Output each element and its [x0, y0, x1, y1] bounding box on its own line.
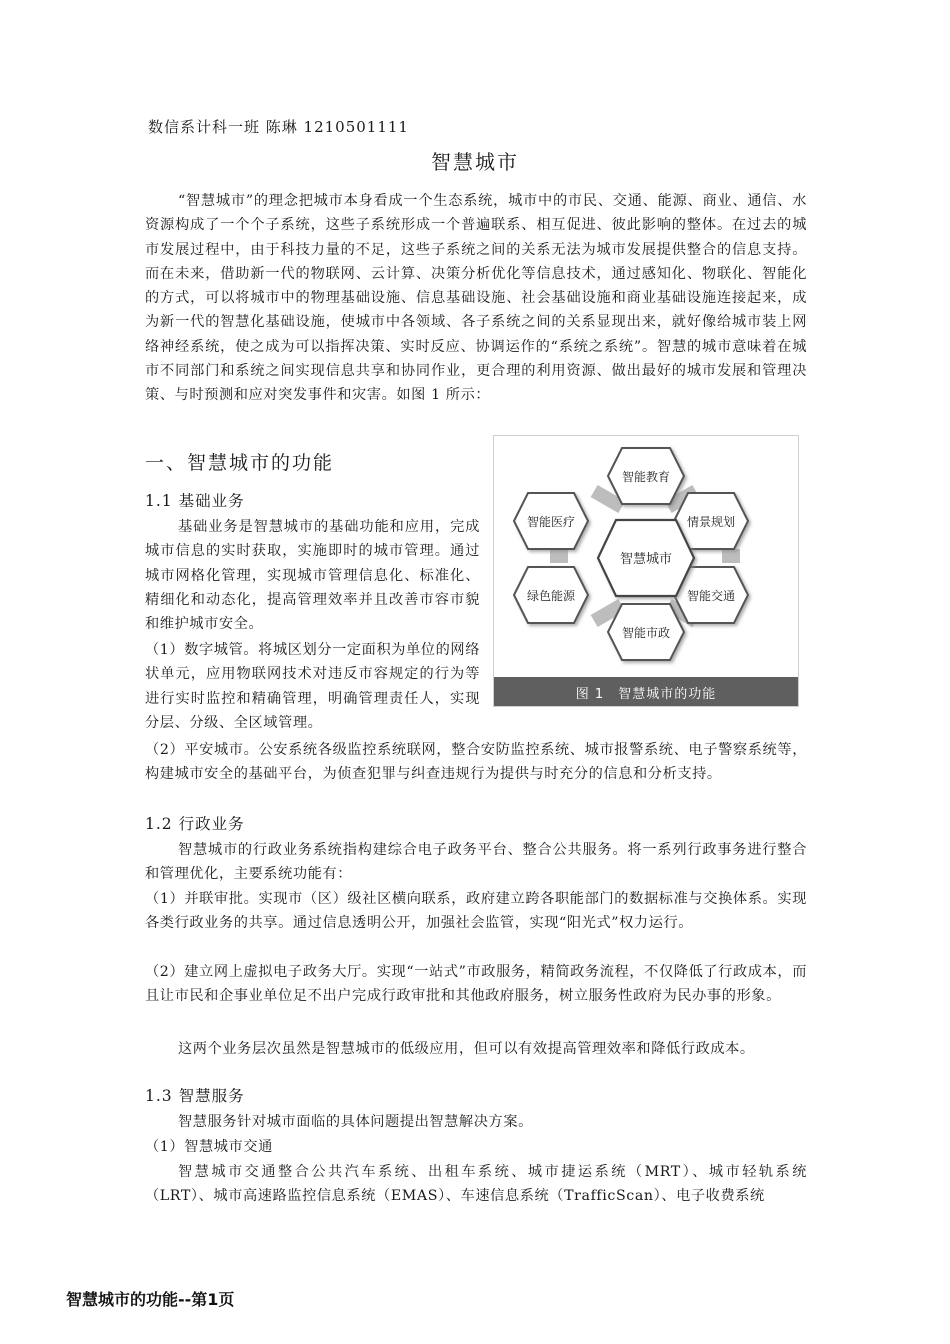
label-smart-education: 智能教育: [621, 470, 671, 484]
paragraph-smart-transport: 智慧城市交通整合公共汽车系统、出租车系统、城市捷运系统（MRT）、城市轻轨系统（LRT）、城市高速路监控信息系统（EMAS）、车速信息系统（TrafficScan）、电子收费系统: [145, 1164, 807, 1205]
hexagon-diagram: [494, 436, 798, 678]
page-title: 智慧城市: [431, 150, 519, 174]
paragraph-admin-business: 智慧城市的行政业务系统指构建综合电子政务平台、整合公共服务。将一系列行政事务进行整合和管理优化，主要系统功能有：: [145, 842, 807, 883]
label-smart-medical: 智能医疗: [526, 515, 576, 529]
section-heading-functions: 一、智慧城市的功能: [145, 452, 335, 474]
list-item-digital-city: （1）数字城管。将城区划分一定面积为单位的网络状单元，应用物联网技术对违反市容规定的行为等进行实时监控和精确管理，明确管理责任人，实现分层、分级、全区域管理。: [145, 642, 480, 731]
page-footer: 智慧城市的功能--第1页: [66, 1290, 235, 1309]
label-smart-city: 智慧城市: [619, 552, 673, 567]
paragraph-smart-services: 智慧服务针对城市面临的具体问题提出智慧解决方案。: [178, 1114, 533, 1130]
subsection-heading-1-2: 1.2 行政业务: [145, 815, 245, 833]
label-scenario-planning: 情景规划: [686, 515, 736, 529]
figure-caption: 图 1 智慧城市的功能: [575, 687, 717, 702]
paragraph-basic-business: 基础业务是智慧城市的基础功能和应用，完成城市信息的实时获取，实施即时的城市管理。通过城市网格化管理，实现城市管理信息化、标准化、精细化和动态化，提高管理效率并且改善市容市貌和维护城市安全。: [145, 519, 480, 633]
intro-paragraph: “智慧城市”的理念把城市本身看成一个生态系统，城市中的市民、交通、能源、商业、通信、水资源构成了一个个子系统，这些子系统形成一个普遍联系、相互促进、彼此影响的整体。在过去的城市发展过程中，由于科技力量的不足，这些子系统之间的关系无法为城市发展提供整合的信息支持。而在未来，借助新一代的物联网、云计算、决策分析优化等信息技术，通过感知化、物联化、智能化的方式，可以将城市中的物理基础设施、信息基础设施、社会基础设施和商业基础设施连接起来，成为新一代的智慧化基础设施，使城市中各领域、各子系统之间的关系显现出来，就好像给城市装上网络神经系统，使之成为可以指挥决策、实时反应、协调运作的“系统之系统”。智慧的城市意味着在城市不同部门和系统之间实现信息共享和协同作业，更合理的利用资源、做出最好的城市发展和管理决策、与时预测和应对突发事件和灾害。如图 1 所示：: [145, 193, 807, 404]
label-smart-municipal: 智能市政: [621, 626, 671, 640]
list-item-parallel-approval: （1）并联审批。实现市（区）级社区横向联系，政府建立跨各职能部门的数据标准与交换体系。实现各类行政业务的共享。通过信息透明公开，加强社会监管，实现“阳光式”权力运行。: [145, 891, 807, 932]
paragraph-low-level-apps: 这两个业务层次虽然是智慧城市的低级应用，但可以有效提高管理效率和降低行政成本。: [178, 1041, 755, 1057]
figure-smart-city-functions: [493, 435, 799, 707]
list-item-smart-transport: （1）智慧城市交通: [145, 1139, 273, 1155]
subsection-heading-1-3: 1.3 智慧服务: [145, 1087, 245, 1105]
list-item-safe-city: （2）平安城市。公安系统各级监控系统联网，整合安防监控系统、城市报警系统、电子警察系统等，构建城市安全的基础平台，为侦查犯罪与纠查违规行为提供与时充分的信息和分析支持。: [145, 742, 807, 783]
label-green-energy: 绿色能源: [526, 589, 576, 603]
subsection-heading-1-1: 1.1 基础业务: [145, 492, 245, 510]
list-item-online-hall: （2）建立网上虚拟电子政务大厅。实现“一站式”市政服务，精简政务流程，不仅降低了行政成本，而且让市民和企事业单位足不出户完成行政审批和其他政府服务，树立服务性政府为民办事的形象。: [145, 964, 807, 1005]
label-smart-transport: 智能交通: [686, 589, 736, 603]
author-line: 数信系计科一班 陈琳 1210501111: [148, 118, 409, 136]
